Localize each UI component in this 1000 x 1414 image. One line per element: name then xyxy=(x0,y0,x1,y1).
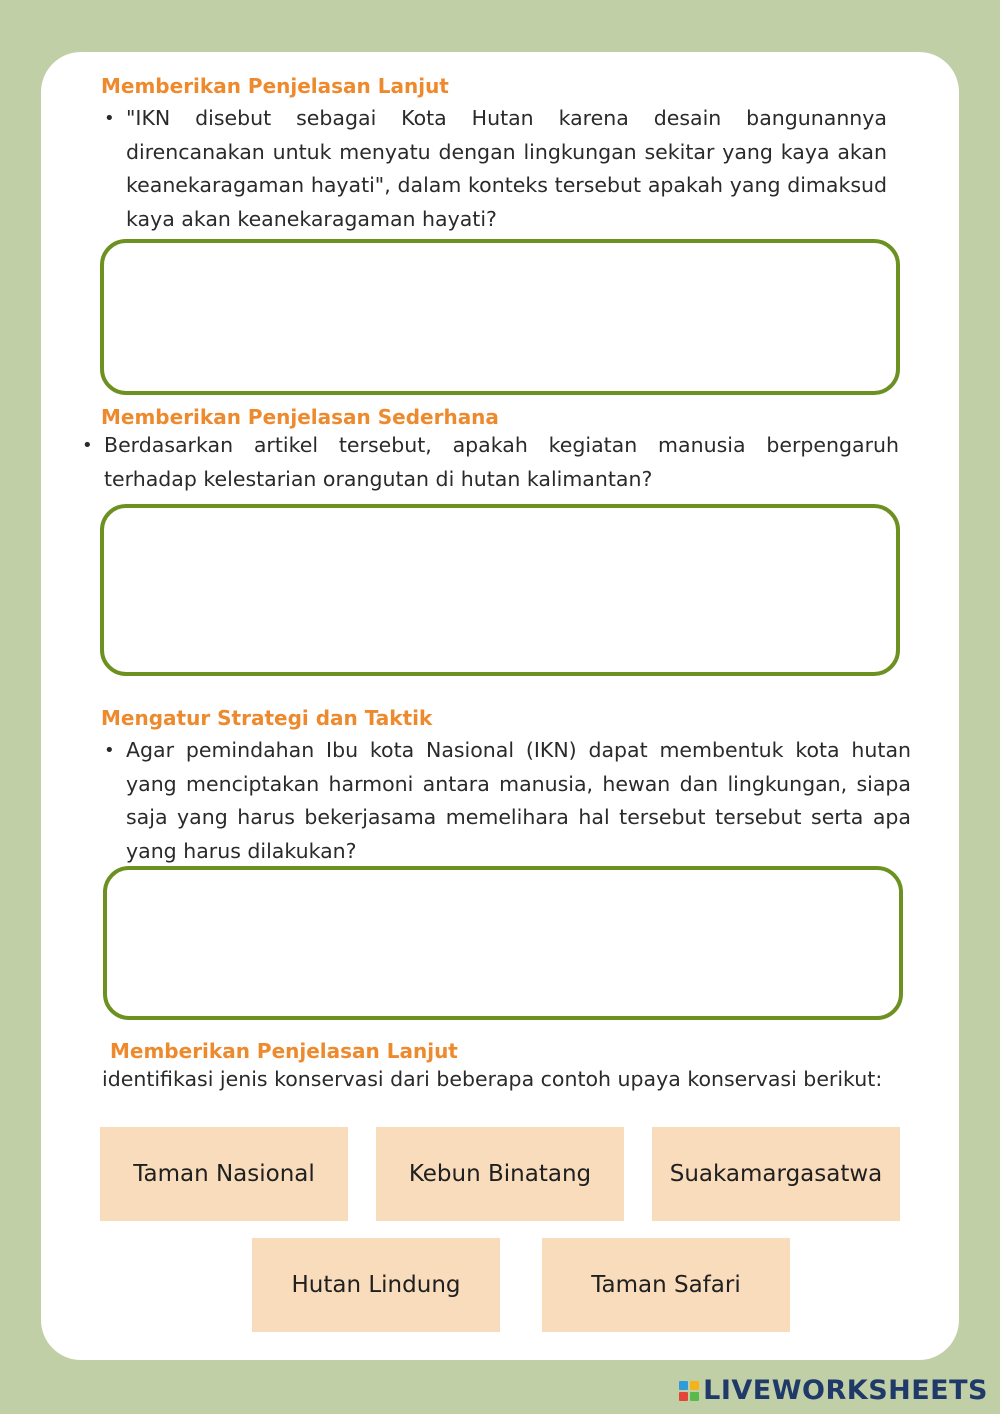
liveworksheets-logo-icon xyxy=(679,1381,699,1401)
answer-box-3[interactable] xyxy=(103,866,903,1020)
answer-input-1[interactable] xyxy=(104,243,896,391)
answer-box-1[interactable] xyxy=(100,239,900,395)
section-2-heading: Memberikan Penjelasan Sederhana xyxy=(101,405,499,429)
section-3-heading: Mengatur Strategi dan Taktik xyxy=(101,706,433,730)
option-suakamargasatwa[interactable]: Suakamargasatwa xyxy=(652,1127,900,1221)
answer-box-2[interactable] xyxy=(100,504,900,676)
section-1-question xyxy=(104,102,887,236)
section-2-question-text: Berdasarkan artikel tersebut, apakah kegiatan manusia berpengaruh terhadap kelestarian orangutan di hutan kalimantan? xyxy=(104,433,899,491)
option-taman-nasional[interactable]: Taman Nasional xyxy=(100,1127,348,1221)
section-3-question-text: Agar pemindahan Ibu kota Nasional (IKN) dapat membentuk kota hutan yang menciptakan harmoni antara manusia, hewan dan lingkungan, siapa saja yang harus bekerjasama memelihara hal tersebut tersebut serta apa yang harus dilakukan? xyxy=(126,738,911,863)
answer-input-2[interactable] xyxy=(104,508,896,672)
section-4-instruction: identifikasi jenis konservasi dari beberapa contoh upaya konservasi berikut: xyxy=(102,1067,883,1091)
answer-input-3[interactable] xyxy=(107,870,899,1016)
option-taman-safari[interactable]: Taman Safari xyxy=(542,1238,790,1332)
section-3-question xyxy=(104,734,911,868)
bullet-icon: • xyxy=(82,435,93,456)
section-1-question-text: "IKN disebut sebagai Kota Hutan karena desain bangunannya direncanakan untuk menyatu dengan lingkungan sekitar yang kaya akan keanekaragaman hayati", dalam konteks tersebut apakah yang dimaksud kaya akan keanekaragaman hayati? xyxy=(126,106,887,231)
section-1-heading: Memberikan Penjelasan Lanjut xyxy=(101,74,449,98)
section-4-heading: Memberikan Penjelasan Lanjut xyxy=(110,1039,458,1063)
option-kebun-binatang[interactable]: Kebun Binatang xyxy=(376,1127,624,1221)
bullet-icon: • xyxy=(104,740,115,761)
option-hutan-lindung[interactable]: Hutan Lindung xyxy=(252,1238,500,1332)
bullet-icon: • xyxy=(104,108,115,129)
liveworksheets-text: LIVEWORKSHEETS xyxy=(703,1375,988,1406)
liveworksheets-logo[interactable] xyxy=(679,1375,988,1406)
section-2-question xyxy=(82,429,899,496)
